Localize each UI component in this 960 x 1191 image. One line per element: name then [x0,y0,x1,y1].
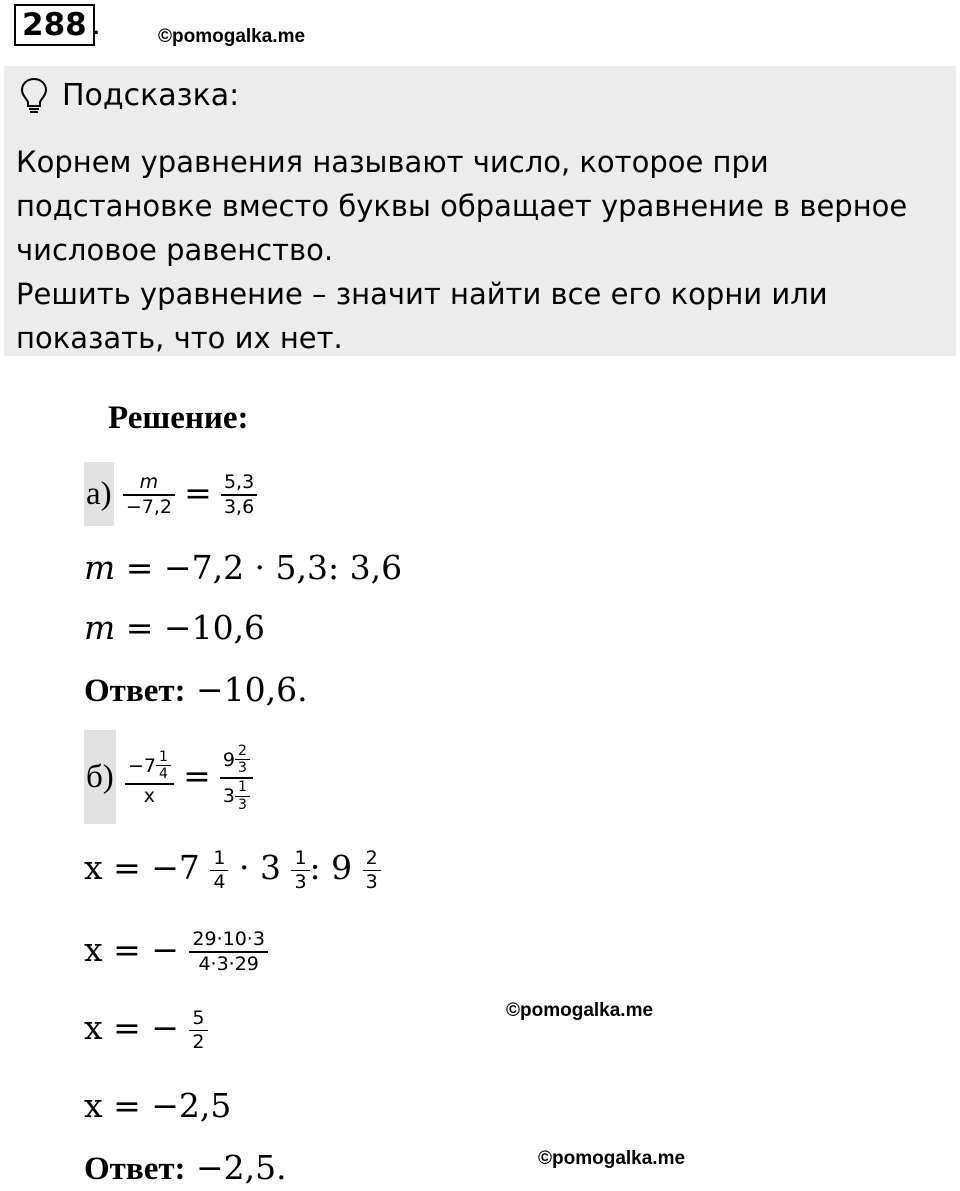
numerator: 2 [237,742,247,759]
hint-line: Решить уравнение – значит найти все его корни или [16,277,828,311]
fraction [189,1007,207,1054]
part-a-answer [84,668,308,713]
whole-part: 9 [222,748,235,771]
numerator: 29·10·3 [192,928,265,951]
denominator: 2 [192,1030,205,1053]
answer-value: −10,6. [185,670,308,709]
expression: x = − [84,930,179,969]
expression: : 9 [309,848,353,887]
expression: = −10,6 [115,608,266,647]
variable-m: m [84,548,116,587]
task-number-dot: . [92,6,101,41]
numerator: 1 [158,748,168,765]
numerator: 5 [192,1006,205,1029]
denominator: 3,6 [223,496,255,519]
hint-line: подстановке вместо буквы обращает уравнение в верное [16,189,908,223]
fraction [363,847,381,894]
task-number: 288 [14,4,95,46]
denominator: 3 [237,760,247,777]
hint-title: Подсказка: [62,78,240,113]
numerator: 2 [365,846,378,869]
part-b-step-3 [84,1006,208,1053]
lightbulb-icon [18,76,50,116]
fraction [123,471,175,519]
mixed-fraction [235,743,250,778]
part-a-label: а) [84,462,114,526]
expression: · 3 [228,848,281,887]
fraction [221,471,257,519]
hint-text [16,140,936,360]
solution-title: Решение: [108,400,249,436]
denominator: x [143,785,156,808]
answer-value: −2,5. [185,1148,287,1187]
fraction [125,749,174,808]
hint-line: числовое равенство. [16,233,334,267]
numerator [125,749,174,784]
answer-label: Ответ: [84,673,186,709]
part-a-step-2 [84,606,265,650]
mixed-fraction [235,779,250,814]
part-b-step-4: x = −2,5 [84,1086,232,1125]
numerator: 1 [294,846,307,869]
mixed-fraction [156,749,171,784]
hint-line: показать, что их нет. [16,321,343,355]
answer-label: Ответ: [84,1151,186,1187]
part-a-equation: а) $\frac{m}{-7,2}$ = $\frac{5,3}{3,6}$ [84,462,257,526]
part-b-label: б) [84,730,116,824]
numerator: m [139,471,159,494]
variable-m: m [84,608,116,647]
part-b-answer [84,1146,287,1191]
denominator [220,779,253,814]
fraction [291,847,309,894]
numerator: 1 [213,846,226,869]
whole-part: 3 [222,785,235,808]
denominator: 4·3·29 [198,953,259,975]
part-b-equation: б) −7 $\frac{1}{4}$ x = 9 $\frac{2}{3}$ 3 $\frac{1}{3}$ [84,730,253,824]
watermark-top: ©pomogalka.me [158,26,306,47]
part-a-step-1 [84,546,402,590]
denominator: 3 [365,870,378,893]
fraction [210,847,228,894]
fraction [220,743,253,814]
denominator: −7,2 [125,496,172,519]
expression: x = − [84,1008,179,1047]
watermark-bottom: ©pomogalka.me [538,1148,686,1169]
whole-part: −7 [127,754,156,777]
watermark-middle: ©pomogalka.me [506,1000,654,1021]
part-b-step-1 [84,846,381,893]
numerator: 1 [237,779,247,796]
hint-line: Корнем уравнения называют число, которое при [16,145,769,179]
denominator: 4 [213,870,226,893]
denominator: 3 [294,870,307,893]
part-b-step-2 [84,928,268,976]
numerator: 5,3 [223,471,255,494]
expression: = −7,2 · 5,3: 3,6 [115,548,403,587]
numerator [220,743,253,778]
expression: x = −7 [84,848,200,887]
denominator: 4 [158,766,168,783]
fraction [189,928,268,976]
denominator: 3 [237,797,247,814]
